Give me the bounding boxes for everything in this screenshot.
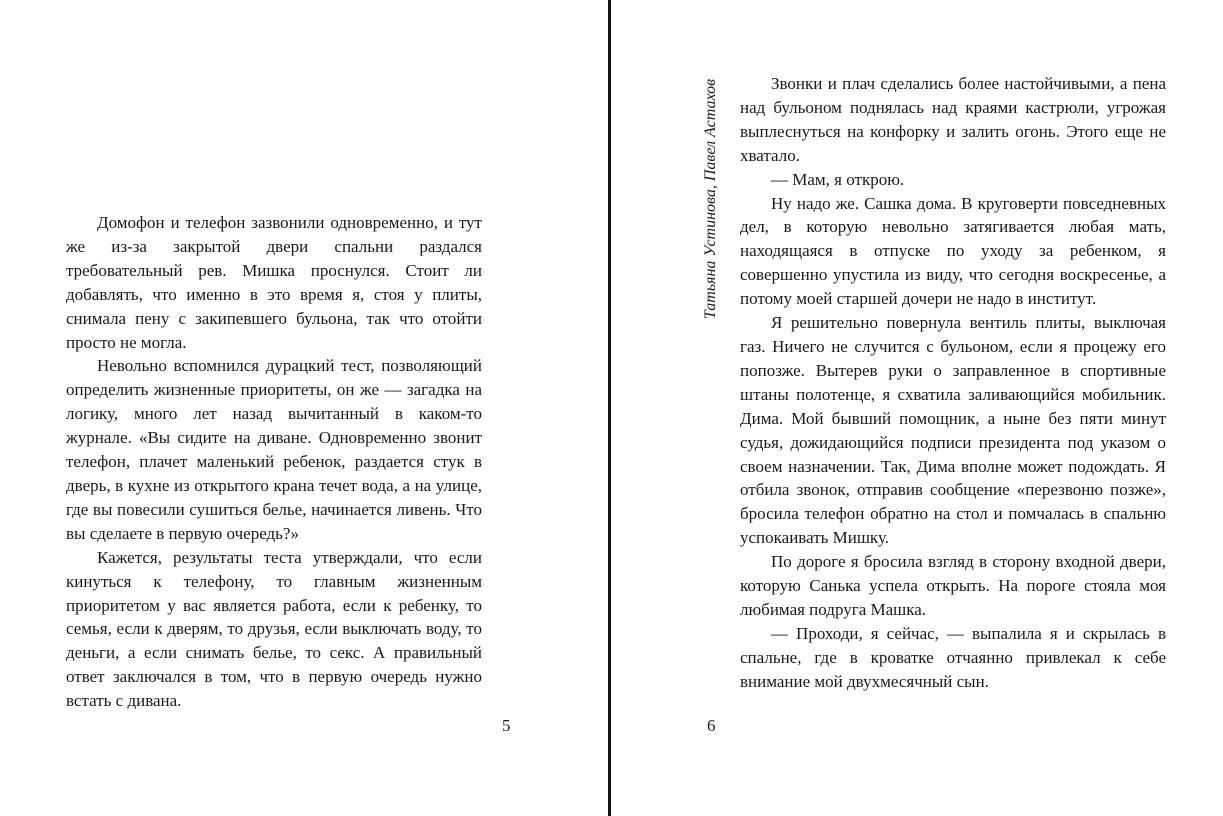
paragraph: Кажется, результаты теста утверждали, что если кинуться к телефону, то главным жизненным приоритетом у вас является работа, если к ребенку, то семья, если к дверям, то друзья, если выключать воду, то деньги, а если снимать белье, то секс. А правильный ответ заключался в том, что в первую очередь нужно встать с дивана. [66, 547, 482, 711]
left-page-text [66, 211, 482, 713]
paragraph: По дороге я бросила взгляд в сторону входной двери, которую Санька успела открыть. На пороге стояла моя любимая подруга Машка. [740, 552, 1166, 619]
paragraph: — Проходи, я сейчас, — выпалила я и скрылась в спальне, где в кроватке отчаянно привлекал к себе внимание мой двухмесячный сын. [740, 623, 1166, 691]
paragraph: Ну надо же. Сашка дома. В круговерти повседневных дел, в которую невольно затягивается любая мать, находящаяся в отпуске по уходу за ребенком, я совершенно упустила из виду, что сегодня воскресенье, а потому моей старшей дочери не надо в институт. [740, 193, 1166, 309]
right-page-text [740, 72, 1166, 694]
paragraph: Домофон и телефон зазвонили одновременно, и тут же из-за закрытой двери спальни раздался требовательный рев. Мишка проснулся. Стоит ли добавлять, что именно в это время я, стоя у плиты, снимала пену с закипевшего бульона, так что отойти просто не могла. [66, 213, 482, 352]
page-number: 6 [707, 716, 716, 735]
paragraph: Невольно вспомнился дурацкий тест, позволяющий определить жизненные приоритеты, он же — загадка на логику, много лет назад вычитанный в каком-то журнале. «Вы сидите на диване. Одновременно звонит телефон, плачет маленький ребенок, раздается стук в дверь, в кухне из открытого крана течет вода, а на улице, где вы повесили сушиться белье, начинается ливень. Что вы сделаете в первую очередь?» [66, 356, 482, 543]
paragraph: Звонки и плач сделались более настойчивыми, а пена над бульоном поднялась над краями кастрюли, угрожая выплеснуться на конфорку и залить огонь. Этого еще не хватало. [740, 74, 1166, 165]
right-page [611, 0, 1223, 816]
left-page [0, 0, 608, 816]
paragraph: — Мам, я открою. [771, 169, 905, 189]
paragraph: Я решительно повернула вентиль плиты, выключая газ. Ничего не случится с бульоном, если я процежу его попозже. Вытерев руки о заправленное в спортивные штаны полотенце, я схватила заливающийся мобильник. Дима. Мой бывший помощник, а ныне без пяти минут судья, дожидающийся подписи президента под указом о своем назначении. Так, Дима вполне может подождать. Я отбила звонок, отправив сообщение «перезвоню позже», бросила телефон обратно на стол и помчалась в спальню успокаивать Мишку. [740, 313, 1166, 548]
running-head: Татьяна Устинова, Павел Астахов [702, 78, 719, 320]
page-number: 5 [502, 716, 511, 735]
